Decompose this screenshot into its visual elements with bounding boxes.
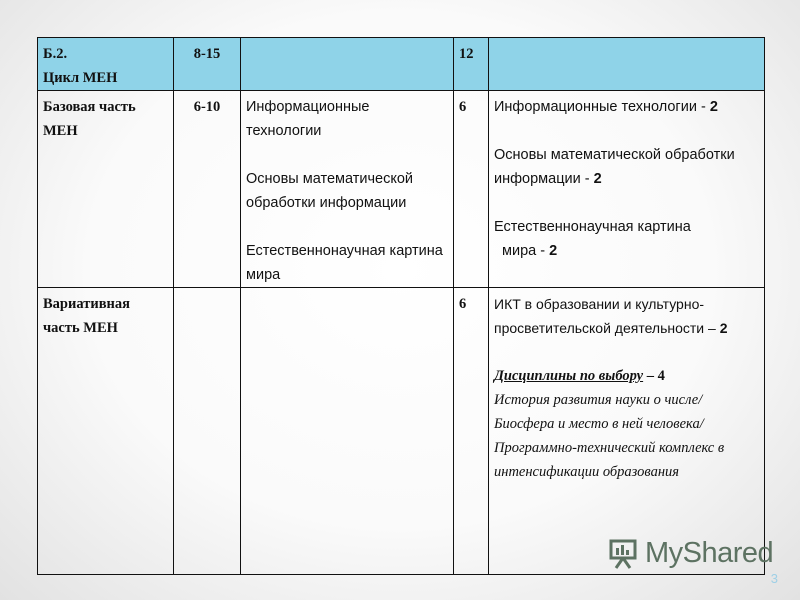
- cycle-courses-cell: [241, 38, 454, 91]
- base-row: [38, 91, 765, 288]
- variative-name-cell: Вариативная часть МЕН: [38, 288, 174, 575]
- watermark-text: MyShared: [645, 536, 774, 569]
- detail-item: Информационные технологии - 2: [494, 99, 718, 115]
- detail-item: ИКТ в образовании и культурно-просветительской деятельности – 2: [494, 296, 728, 336]
- detail-item-continued: мира - 2: [502, 243, 558, 259]
- cycle-credits-cell: 12: [454, 38, 489, 91]
- course-item: Информационные технологии: [246, 99, 370, 139]
- course-item: Естественнонаучная картина мира: [246, 243, 443, 283]
- presentation-board-icon: [607, 536, 641, 570]
- course-item: Основы математической обработки информации: [246, 171, 414, 211]
- electives-list: История развития науки о числе/Биосфера и место в ней человека/Программно-технический комплекс в интенсификации образования: [494, 392, 725, 480]
- myshared-watermark: [607, 536, 773, 570]
- header-row: [38, 38, 765, 91]
- base-details-cell: [489, 91, 765, 288]
- base-name-cell: Базовая часть МЕН: [38, 91, 174, 288]
- cycle-name-cell: [38, 38, 174, 91]
- base-range-cell: 6-10: [174, 91, 241, 288]
- cycle-name: Цикл МЕН: [43, 70, 118, 86]
- detail-item: Основы математической обработки информации - 2: [494, 147, 735, 187]
- page-number: 3: [770, 571, 778, 586]
- cycle-code: Б.2.: [43, 46, 68, 62]
- electives-heading: Дисциплины по выбору – 4: [494, 368, 665, 384]
- variative-credits-cell: 6: [454, 288, 489, 575]
- variative-courses-cell: [241, 288, 454, 575]
- variative-range-cell: [174, 288, 241, 575]
- base-credits-cell: 6: [454, 91, 489, 288]
- cycle-range-cell: 8-15: [174, 38, 241, 91]
- variative-details-cell: [489, 288, 765, 575]
- detail-item: Естественнонаучная картина: [494, 219, 691, 235]
- base-courses-cell: [241, 91, 454, 288]
- curriculum-table: [37, 37, 765, 575]
- cycle-details-cell: [489, 38, 765, 91]
- variative-row: [38, 288, 765, 575]
